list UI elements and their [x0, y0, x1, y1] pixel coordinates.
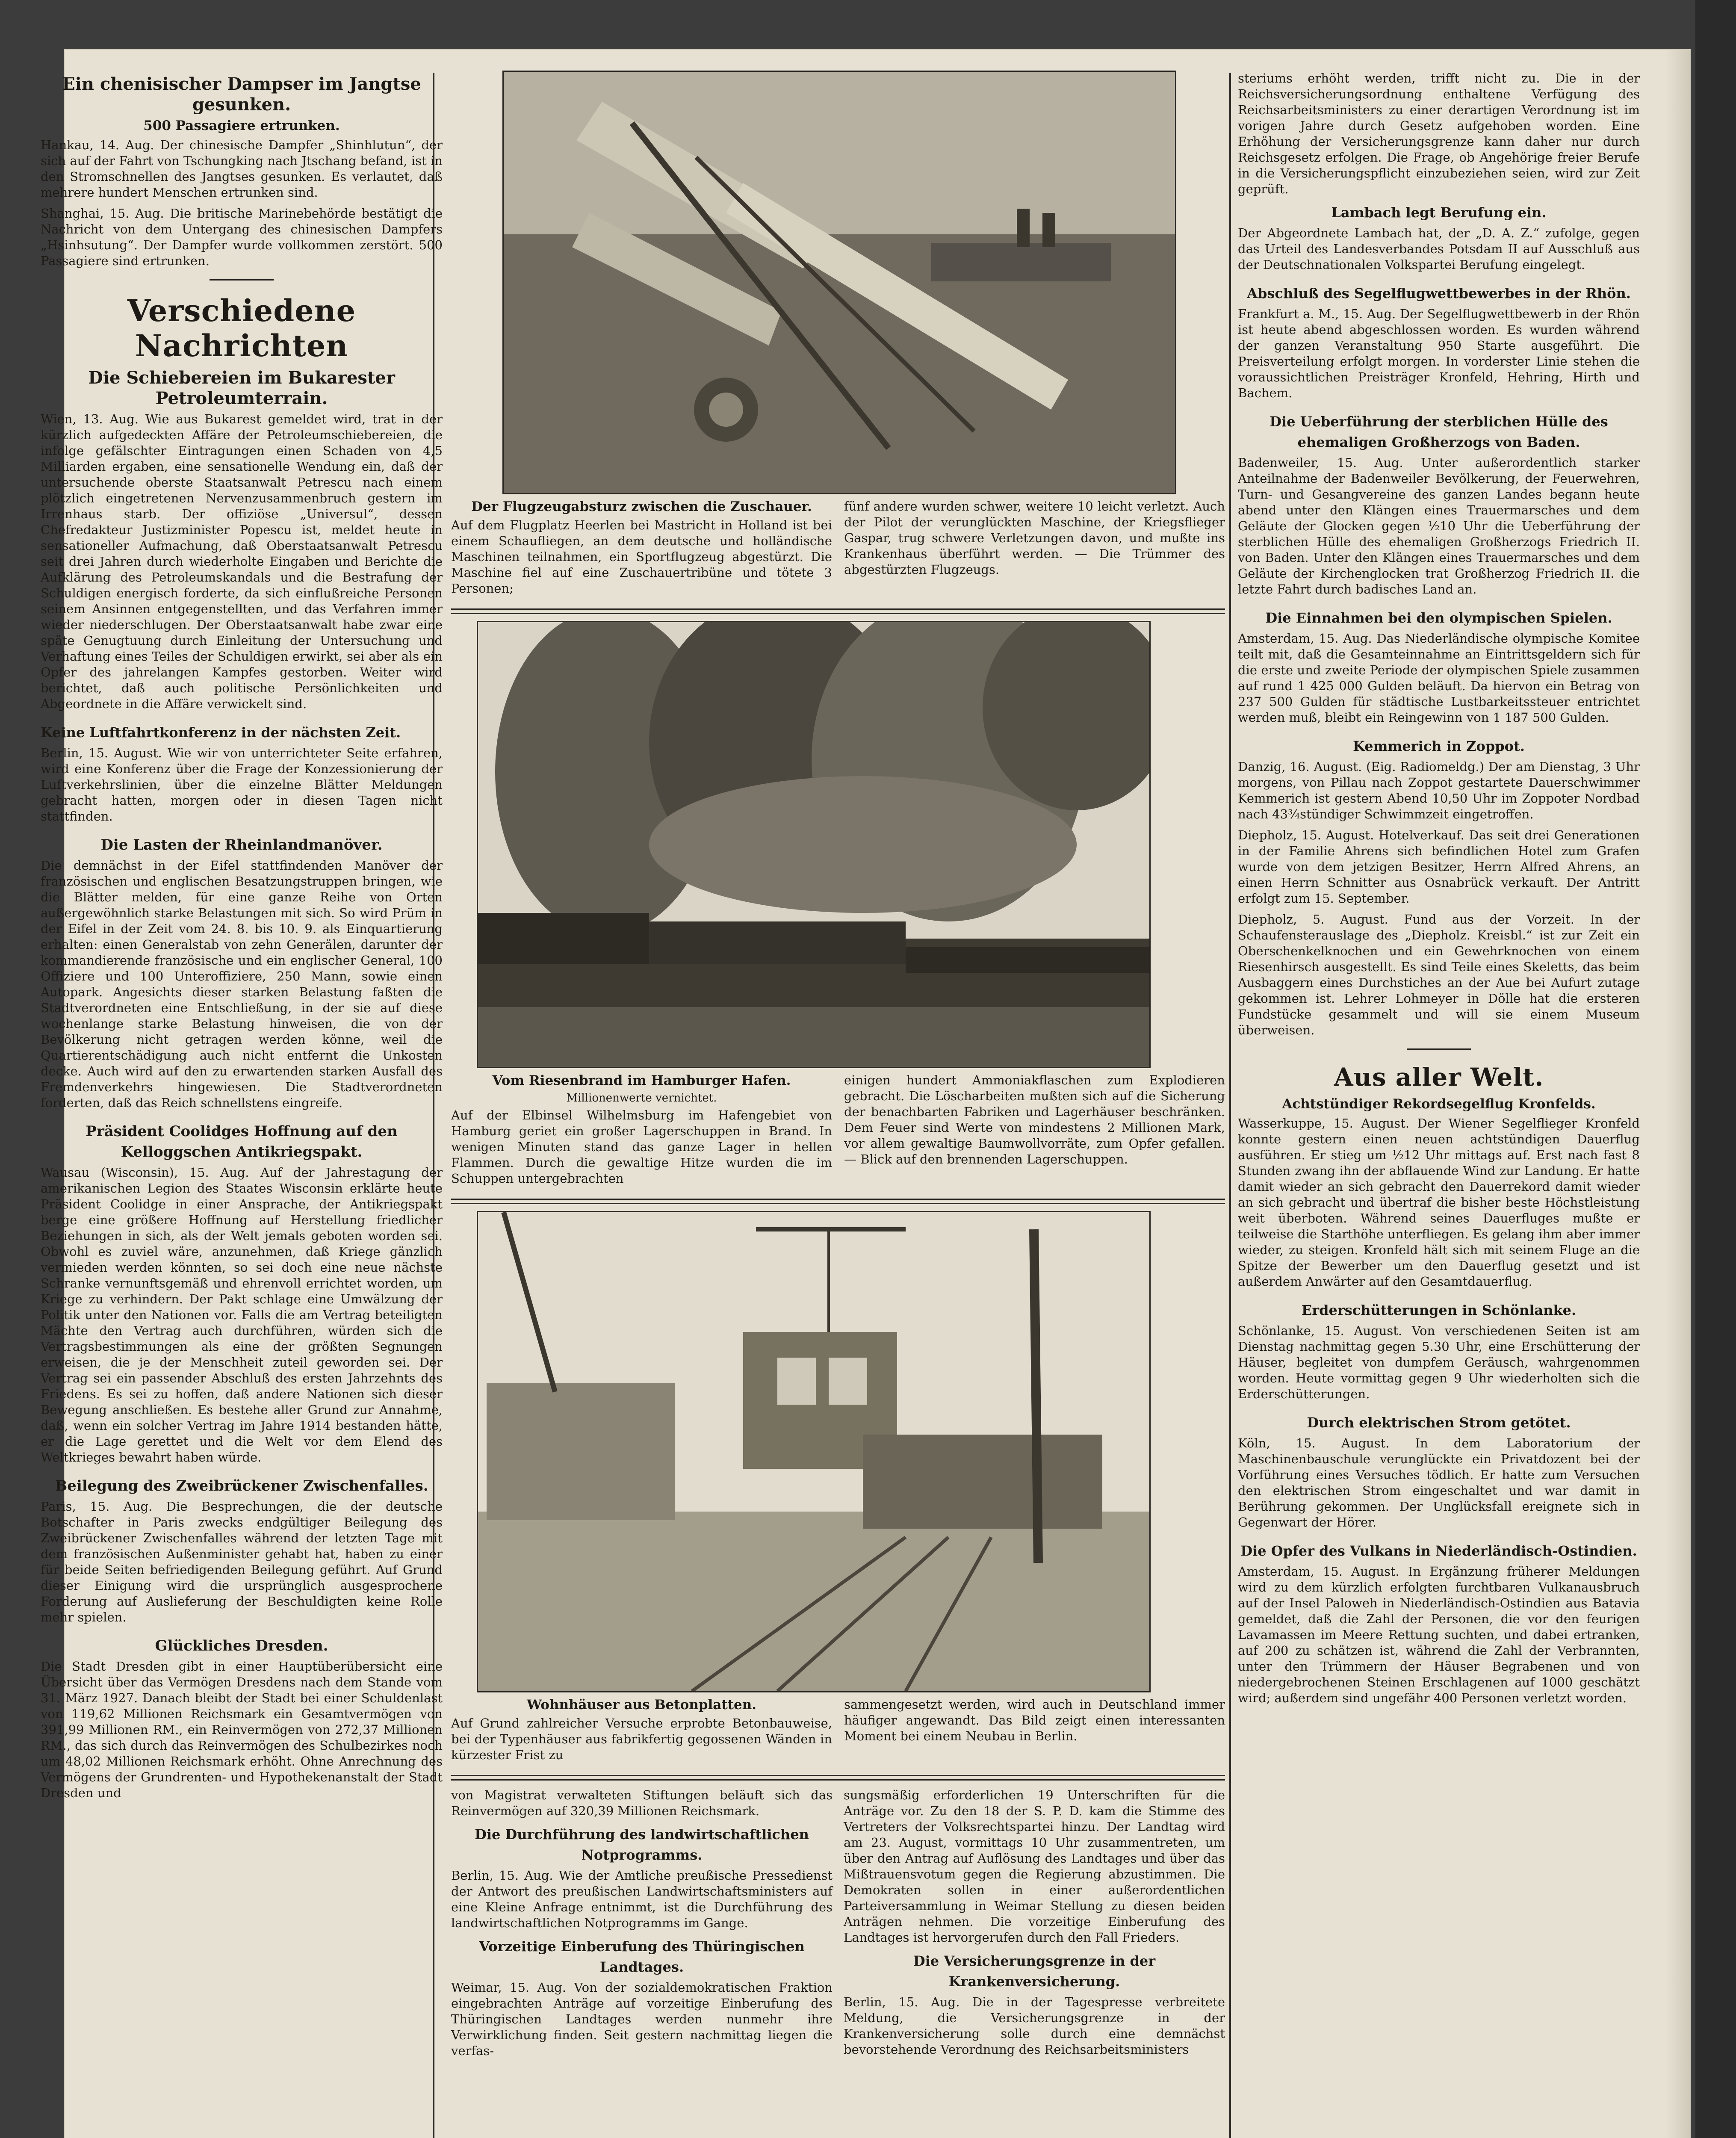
photo-harbour-fire	[477, 621, 1151, 1068]
article-headline: Keine Luftfahrtkonferenz in der nächsten Zeit.	[41, 724, 401, 741]
article-aviation-conference	[41, 722, 443, 824]
article-paragraph: sungsmäßig erforderlichen 19 Unterschriften für die Anträge vor. Zu den 18 der S. P. D. kam die Stimme des Vertreters der Volksrechtspartei hinzu. Der Landtag wird am 23. August, vormittags 10 Uhr zusammentreten, um über den Antrag auf Auflösung des Landtages und über das Mißtrauensvotum gegen die Regierung abzustimmen. Die Demokraten sollen in einer außerordentlichen Parteiversammlung in Weimar Stellung zu diesen beiden Anträgen nehmen. Die vorzeitige Einberufung des Landtages ist hervorgerufen durch den Fall Frieders.	[844, 1788, 1225, 1945]
text-column	[844, 1787, 1225, 2064]
article-paragraph: Shanghai, 15. Aug. Die britische Marinebehörde bestätigt die Nachricht von dem Untergang des chinesischen Dampfers „Hsinhsutung“. Der Dampfer wurde vollkommen zerstört. 500 Passagiere sind ertrunken.	[41, 206, 443, 268]
article-headline: Beilegung des Zweibrückener Zwischenfalles.	[55, 1477, 428, 1494]
column-rule	[1229, 73, 1231, 2138]
caption-title: Der Flugzeugabsturz zwischen die Zuschauer.	[471, 499, 812, 514]
caption-subtitle: Millionenwerte vernichtet.	[566, 1092, 717, 1104]
left-column	[41, 71, 443, 1811]
article-electric-shock	[1238, 1412, 1640, 1530]
caption-text: fünf andere wurden schwer, weitere 10 leicht verletzt. Auch der Pilot der verunglückten Maschine, der Kriegsflieger Gaspar, trug schwere Verletzungen davon, und mußte ins Krankenhaus überführt werden. — Die Trümmer des abgestürzten Flugzeugs.	[844, 499, 1225, 577]
article-subheadline: 500 Passagiere ertrunken.	[143, 118, 340, 133]
article-paragraph: Berlin, 15. August. Wie wir von unterrichteter Seite erfahren, wird eine Konferenz über die Frage der Konzessionierung der Luftverkehrslinien, über die einzelne Blätter Meldungen gebracht hatten, morgen oder in diesen Tagen nicht stattfinden.	[41, 746, 443, 824]
photo-plane-crash	[502, 71, 1176, 494]
article-subheadline: Achtstündiger Rekordsegelflug Kronfelds.	[1282, 1096, 1596, 1112]
article-headline: Lambach legt Berufung ein.	[1331, 204, 1547, 221]
section-title: Verschiedene Nachrichten	[127, 293, 356, 363]
caption-text: Auf der Elbinsel Wilhelmsburg im Hafengebiet von Hamburg geriet ein großer Lagerschuppen in Brand. In wenigen Minuten stand das ganze Lager in hellen Flammen. Durch die gewaltige Hitze wurden die im Schuppen untergebrachten	[451, 1108, 832, 1186]
caption-title: Vom Riesenbrand im Hamburger Hafen.	[492, 1073, 791, 1088]
article-headline: Präsident Coolidges Hoffnung auf den Kelloggschen Antikriegspakt.	[86, 1123, 398, 1161]
article-paragraph: von Magistrat verwalteten Stiftungen beläuft sich das Reinvermögen auf 320,39 Millionen Reichsmark.	[451, 1788, 833, 1818]
middle-column	[451, 71, 1225, 2064]
article-paragraph: Diepholz, 5. August. Fund aus der Vorzeit. In der Schaufensterauslage des „Diepholz. Kreisbl.“ ist zur Zeit ein Oberschenkelknochen und ein Gewehrknochen von einem Riesenhirsch ausgestellt. Es sind Teile eines Skeletts, das beim Ausbaggern eines Durchstiches an der Aue bei Aufurt zutage gekommen ist. Lehrer Lohmeyer in Dölle hat die ersteren Fundstücke gesammelt und will sie einem Museum überweisen.	[1238, 912, 1640, 1037]
article-paragraph: Die Stadt Dresden gibt in einer Hauptüberübersicht eine Übersicht über das Vermögen Dresdens nach dem Stande vom 31. März 1927. Danach bleibt der Stadt bei einer Schuldenlast von 119,62 Millionen Reichsmark ein Gesamtvermögen von 391,99 Millionen RM., ein Reinvermögen von 272,37 Millionen RM., das sich durch das Reinvermögen des Schulbezirkes noch um 48,02 Millionen Reichsmark erhöht. Ohne Anrechnung des Vermögens der Grundrenten- und Hypothekenanstalt der Stadt Dresden und	[41, 1659, 443, 1800]
article-petroleum	[41, 368, 443, 712]
article-dresden	[41, 1636, 443, 1801]
article-paragraph: Hankau, 14. Aug. Der chinesische Dampfer „Shinhlutun“, der sich auf der Fahrt von Tschungking nach Jtschang befand, ist in den Stromschnellen des Jangtses gesunken. Es verlautet, daß mehrere hundert Menschen ertrunken sind.	[41, 138, 443, 200]
article-olympics	[1238, 608, 1640, 726]
article-paragraph: steriums erhöht werden, trifft nicht zu. Die in der Reichsversicherungsordnung enthaltene Verfügung des Reichsarbeitsministers zu einer derartigen Verordnung ist im vorigen Jahre durch Gesetz aufgehoben worden. Eine Erhöhung der Versicherungsgrenze kann daher nur durch Reichsgesetz erfolgen. Die Frage, ob Angehörige freier Berufe in die Versicherungspflicht einzubeziehen seien, wird zur Zeit geprüft.	[1238, 71, 1640, 196]
article-paragraph: Amsterdam, 15. August. In Ergänzung früherer Meldungen wird zu dem kürzlich erfolgten furchtbaren Vulkanausbruch auf der Insel Paloweh in Niederländisch-Ostindien aus Batavia gemeldet, daß die Zahl der Personen, die vor den feurigen Lavamassen im Meere Rettung suchten, und dabei ertranken, auf 200 zu schätzen ist, während die Zahl der Verbrannten, unter den Trümmern der Häuser Begrabenen und von niedergebrochenen Steinen Erschlagenen auf 1000 geschätzt wird; außerdem sind ungefähr 400 Personen verletzt worden.	[1238, 1564, 1640, 1705]
article-kronfeld	[1238, 1096, 1640, 1290]
article-paragraph: Köln, 15. August. In dem Laboratorium der Maschinenbauschule verunglückte ein Privatdozent bei der Vorführung eines Versuches tödlich. Er hatte zum Versuchen den elektrischen Strom eingeschaltet und war damit in Berührung gekommen. Der Unglücksfall ereignete sich in Gegenwart der Hörer.	[1238, 1436, 1640, 1530]
section-title: Aus aller Welt.	[1334, 1063, 1544, 1092]
article-headline: Durch elektrischen Strom getötet.	[1307, 1415, 1571, 1431]
caption-column	[844, 499, 1225, 602]
article-headline: Die Versicherungsgrenze in der Krankenversicherung.	[913, 1953, 1156, 1990]
separator	[451, 1775, 1225, 1781]
article-headline: Die Opfer des Vulkans in Niederländisch-Ostindien.	[1240, 1543, 1637, 1559]
article-headline: Kemmerich in Zoppot.	[1353, 738, 1525, 754]
caption-harbour-fire	[451, 1072, 1225, 1192]
article-headline: Die Ueberführung der sterblichen Hülle des ehemaligen Großherzogs von Baden.	[1270, 413, 1608, 450]
article-coolidge	[41, 1121, 443, 1465]
caption-text: Auf dem Flugplatz Heerlen bei Mastricht in Holland ist bei einem Schaufliegen, an dem deutsche und holländische Maschinen teilnahmen, ein Sportflugzeug abgestürzt. Die Maschine fiel auf eine Zuschauertribüne und tötete 3 Personen;	[451, 518, 832, 596]
article-zweibruecken	[41, 1476, 443, 1625]
article-paragraph: Diepholz, 15. August. Hotelverkauf. Das seit drei Generationen in der Familie Ahrens sich befindlichen Hotel zum Grafen wurde von dem jetzigen Besitzer, Herrn Alfred Ahrens, an einen Herrn Schnitter aus Osnabrück verkauft. Der Antritt erfolgt zum 15. September.	[1238, 828, 1640, 906]
caption-column	[451, 499, 832, 602]
article-kemmerich	[1238, 736, 1640, 1038]
caption-title: Wohnhäuser aus Betonplatten.	[526, 1697, 757, 1713]
photo-concrete-houses	[477, 1211, 1151, 1692]
caption-column	[844, 1697, 1225, 1768]
article-paragraph: Wien, 13. Aug. Wie aus Bukarest gemeldet wird, trat in der kürzlich aufgedeckten Affäre der Petroleumschiebereien, die infolge gefälschter Eintragungen einen Schaden von 4,5 Milliarden ergaben, eine sensationelle Wendung ein, daß der untersuchende oberste Staatsanwalt Petrescu nach einem plötzlich eingetretenen Nervenzusammenbruch gestern im Irrenhaus starb. Der offiziöse „Universul“, dessen Chefredakteur Justizminister Popescu ist, meldet heute in sensationeller Aufmachung, daß Oberstaatsanwalt Petrescu seit drei Jahren durch wiederholte Eingaben und Berichte die Aufklärung des Petroleumskandals und die Bestrafung der Schuldigen energisch forderte, da sich einflußreiche Personen seinem Ansinnen entgegenstellten, und das Verfahren immer wieder niederschlugen. Der Oberstaatsanwalt habe zwar eine späte Genugtuung durch Einleitung der Untersuchung und Verhaftung eines Teiles der Schuldigen erwirkt, sei aber als ein Opfer des jahrelangen Kampfes gestorben. Weiter wird berichtet, daß auch politische Persönlichkeiten und Abgeordnete in die Affäre verwickelt sind.	[41, 412, 443, 711]
page-fold-shadow	[1665, 50, 1691, 2138]
caption-plane-crash	[451, 499, 1225, 602]
article-paragraph: Schönlanke, 15. August. Von verschiedenen Seiten ist am Dienstag nachmittag gegen 5.30 Uhr, eine Erschütterung der Häuser, begleitet von dumpfem Geräusch, wahrgenommen worden. Heute vormittag gegen 9 Uhr wiederholten sich die Erderschütterungen.	[1238, 1323, 1640, 1401]
article-paragraph: Berlin, 15. Aug. Die in der Tagespresse verbreitete Meldung, die Versicherungsgrenze in der Krankenversicherung solle durch eine demnächst bevorstehende Verordnung des Reichsarbeitsministers	[844, 1995, 1225, 2057]
article-paragraph: Amsterdam, 15. Aug. Das Niederländische olympische Komitee teilt mit, daß die Gesamteinnahme an Eintrittsgeldern sich für die erste und zweite Periode der olympischen Spiele zusammen auf rund 1 425 000 Gulden beläuft. Da hiervon ein Betrag von 237 500 Gulden für städtische Lustbarkeitssteuer entrichtet werden muß, bleibt ein Reingewinn von 1 187 500 Gulden.	[1238, 631, 1640, 725]
article-headline: Abschluß des Segelflugwettbewerbes in der Rhön.	[1247, 285, 1631, 301]
caption-concrete-houses	[451, 1697, 1225, 1768]
separator	[451, 608, 1225, 614]
text-column	[451, 1787, 833, 2064]
article-headline: Ein chenisischer Dampser im Jangtse gesunken.	[62, 74, 421, 115]
caption-column	[844, 1072, 1225, 1192]
article-paragraph: Danzig, 16. August. (Eig. Radiomeldg.) Der am Dienstag, 3 Uhr morgens, von Pillau nach Zoppot gestartete Dauerschwimmer Kemmerich ist gestern Abend 10,50 Uhr im Zoppoter Nordbad nach 43¾stündiger Schwimmzeit eingetroffen.	[1238, 759, 1640, 821]
caption-column	[451, 1697, 832, 1768]
article-earthquake	[1238, 1300, 1640, 1402]
separator	[451, 1199, 1225, 1204]
bottom-articles	[451, 1787, 1225, 2064]
article-paragraph: Wasserkuppe, 15. August. Der Wiener Segelflieger Kronfeld konnte gestern einen neuen achtstündigen Dauerflug ausführen. Er stieg um ½12 Uhr mittags auf. Erst nach fast 8 Stunden zwang ihn der abflauende Wind zur Landung. Er hatte damit wieder an sich gebracht den Dauerrekord damit wieder an sich gebracht und übertraf die bisher beste Höchstleistung weit überboten. Während seines Dauerfluges mußte er teilweise die Starthöhe unterfliegen. Es gelang ihm aber immer wieder, zu steigen. Kronfeld hält sich mit seinem Fluge an die Spitze der Bewerber um den Dauerflug gesetzt und ist außerdem Anwärter auf den Gesamtdauerflug.	[1238, 1116, 1640, 1289]
article-headline: Glückliches Dresden.	[155, 1637, 328, 1654]
article-volcano	[1238, 1541, 1640, 1706]
article-paragraph: Wausau (Wisconsin), 15. Aug. Auf der Jahrestagung der amerikanischen Legion des Staates Wisconsin erklärte heute Präsident Coolidge in einer Ansprache, der Antikriegspakt berge eine größere Hoffnung auf Herstellung friedlicher Beziehungen in sich, als der Welt jemals geboten worden sei. Obwohl es zuviel wäre, anzunehmen, daß Kriege gänzlich vermieden werden könnten, so sei doch eine neue nächste Schranke vernunftsgemäß und ehrenvoll errichtet worden, um Kriege zu verhindern. Der Pakt schlage eine Umwälzung der Politik unter den Nationen vor. Falls die am Vertrag beteiligten Mächte den Vertrag auch durchführen, würden sich die Vertragsbestimmungen als eine der größten Segnungen erweisen, die je der Menschheit zuteil geworden sei. Der Vertrag sei ein passender Abschluß des ersten Jahrzehnts des Friedens. Es sei zu hoffen, daß andere Nationen sich dieser Bewegung anschließen. Es bestehe aller Grund zur Annahme, daß, wenn ein solcher Vertrag im Jahre 1914 bestanden hätte, er die Lage gerettet und die Welt vor dem Elend des Weltkrieges bewahrt haben würde.	[41, 1165, 443, 1465]
article-lambach	[1238, 202, 1640, 273]
separator	[1407, 1048, 1471, 1050]
caption-column	[451, 1072, 832, 1192]
article-glider-contest	[1238, 283, 1640, 401]
article-paragraph: Badenweiler, 15. Aug. Unter außerordentlich starker Anteilnahme der Badenweiler Bevölkerung, der Feuerwehren, Turn- und Gesangvereine des ganzen Landes begann heute abend unter den Klängen eines Trauermarsches und dem Geläute der Glocken gegen ½10 Uhr die Ueberführung der sterblichen Hülle des ehemaligen Großherzogs Friedrich II. von Baden. Unter den Klängen eines Trauermarsches und dem Geläute der Kirchenglocken trat Großherzog Friedrich II. die letzte Fahrt durch badisches Land an.	[1238, 455, 1640, 597]
caption-text: einigen hundert Ammoniakflaschen zum Explodieren gebracht. Die Löscharbeiten mußten sich auf die Sicherung der benachbarten Fabriken und Lagerhäuser beschränken. Dem Feuer sind Werte von mindestens 2 Millionen Mark, vor allem gewaltige Baumwollvorräte, zum Opfer gefallen. — Blick auf den brennenden Lagerschuppen.	[844, 1073, 1225, 1166]
article-grand-duke	[1238, 411, 1640, 597]
article-headline: Die Einnahmen bei den olympischen Spielen.	[1265, 610, 1612, 626]
article-headline: Die Schiebereien im Bukarester Petroleumterrain.	[88, 368, 395, 408]
article-paragraph: Paris, 15. Aug. Die Besprechungen, die der deutsche Botschafter in Paris zwecks endgültiger Beilegung des Zweibrückener Zwischenfalles während der letzten Tage mit dem französischen Außenminister gehabt hat, haben zu einer für beide Seiten befriedigenden Beilegung geführt. Auf Grund dieser Einigung wird die ursprünglich ausgesprochene Forderung auf Auslieferung der Beschuldigten keine Rolle mehr spielen.	[41, 1499, 443, 1624]
article-paragraph: Der Abgeordnete Lambach hat, der „D. A. Z.“ zufolge, gegen das Urteil des Landesverbandes Potsdam II auf Ausschluß aus der Deutschnationalen Volkspartei Berufung eingelegt.	[1238, 226, 1640, 272]
article-headline: Erderschütterungen in Schönlanke.	[1301, 1302, 1577, 1318]
article-headline: Die Lasten der Rheinlandmanöver.	[100, 836, 383, 853]
article-headline: Vorzeitige Einberufung des Thüringischen Landtages.	[479, 1938, 805, 1975]
article-paragraph: Frankfurt a. M., 15. Aug. Der Segelflugwettbewerb in der Rhön ist heute abend abgeschlossen worden. Es wurden während der ganzen Veranstaltung 950 Starte ausgeführt. Die Preisverteilung erfolgt morgen. In vorderster Linie stehen die voraussichtlichen Preisträger Kronfeld, Hehring, Hirth und Bachem.	[1238, 307, 1640, 400]
article-headline: Die Durchführung des landwirtschaftlichen Notprogramms.	[475, 1826, 809, 1863]
article-steamer	[41, 74, 443, 269]
article-rhineland	[41, 835, 443, 1111]
caption-text: sammengesetzt werden, wird auch in Deutschland immer häufiger angewandt. Das Bild zeigt einen interessanten Moment bei einem Neubau in Berlin.	[844, 1697, 1225, 1743]
separator	[210, 279, 274, 281]
article-paragraph: Weimar, 15. Aug. Von der sozialdemokratischen Fraktion eingebrachten Anträge auf vorzeitige Einberufung des Thüringischen Landtages werden nunmehr ihre Verwirklichung finden. Seit gestern nachmittag liegen die verfas-	[451, 1980, 833, 2058]
scanner-background	[1695, 0, 1736, 2138]
caption-text: Auf Grund zahlreicher Versuche erprobte Betonbauweise, bei der Typenhäuser aus fabrikfertig gegossenen Wänden in kürzester Frist zu	[451, 1716, 832, 1762]
article-paragraph: Berlin, 15. Aug. Wie der Amtliche preußische Pressedienst der Antwort des preußischen Landwirtschaftsministers auf eine Kleine Anfrage entnimmt, ist die Durchführung des landwirtschaftlichen Notprogramms im Gange.	[451, 1868, 833, 1930]
right-column	[1238, 71, 1640, 1716]
article-paragraph: Die demnächst in der Eifel stattfindenden Manöver der französischen und englischen Besatzungstruppen bringen, wie die Blätter melden, für eine ganze Reihe von Orten außergewöhnlich starke Belastungen mit sich. So wird Prüm in der Eifel in der Zeit vom 24. 8. bis 10. 9. als Einquartierung erhalten: einen Generalstab von zehn Generälen, darunter der kommandierende französische und ein englischer General, 100 Offiziere und 100 Unteroffiziere, 250 Mann, sowie einen Autopark. Angesichts dieser starken Belastung faßten die Stadtverordneten eine Entschließung, in der sie auf diese wochenlange starke Belastung hinweisen, die von der Bevölkerung nicht getragen werden könne, weil die Quartierentschädigung auch nicht entfernt die Unkosten decke. Auch wird auf den zu erwartenden starken Ausfall des Fremdenverkehrs hingewiesen. Die Stadtverordneten forderten, daß das Reich schnellstens eingreife.	[41, 858, 443, 1110]
